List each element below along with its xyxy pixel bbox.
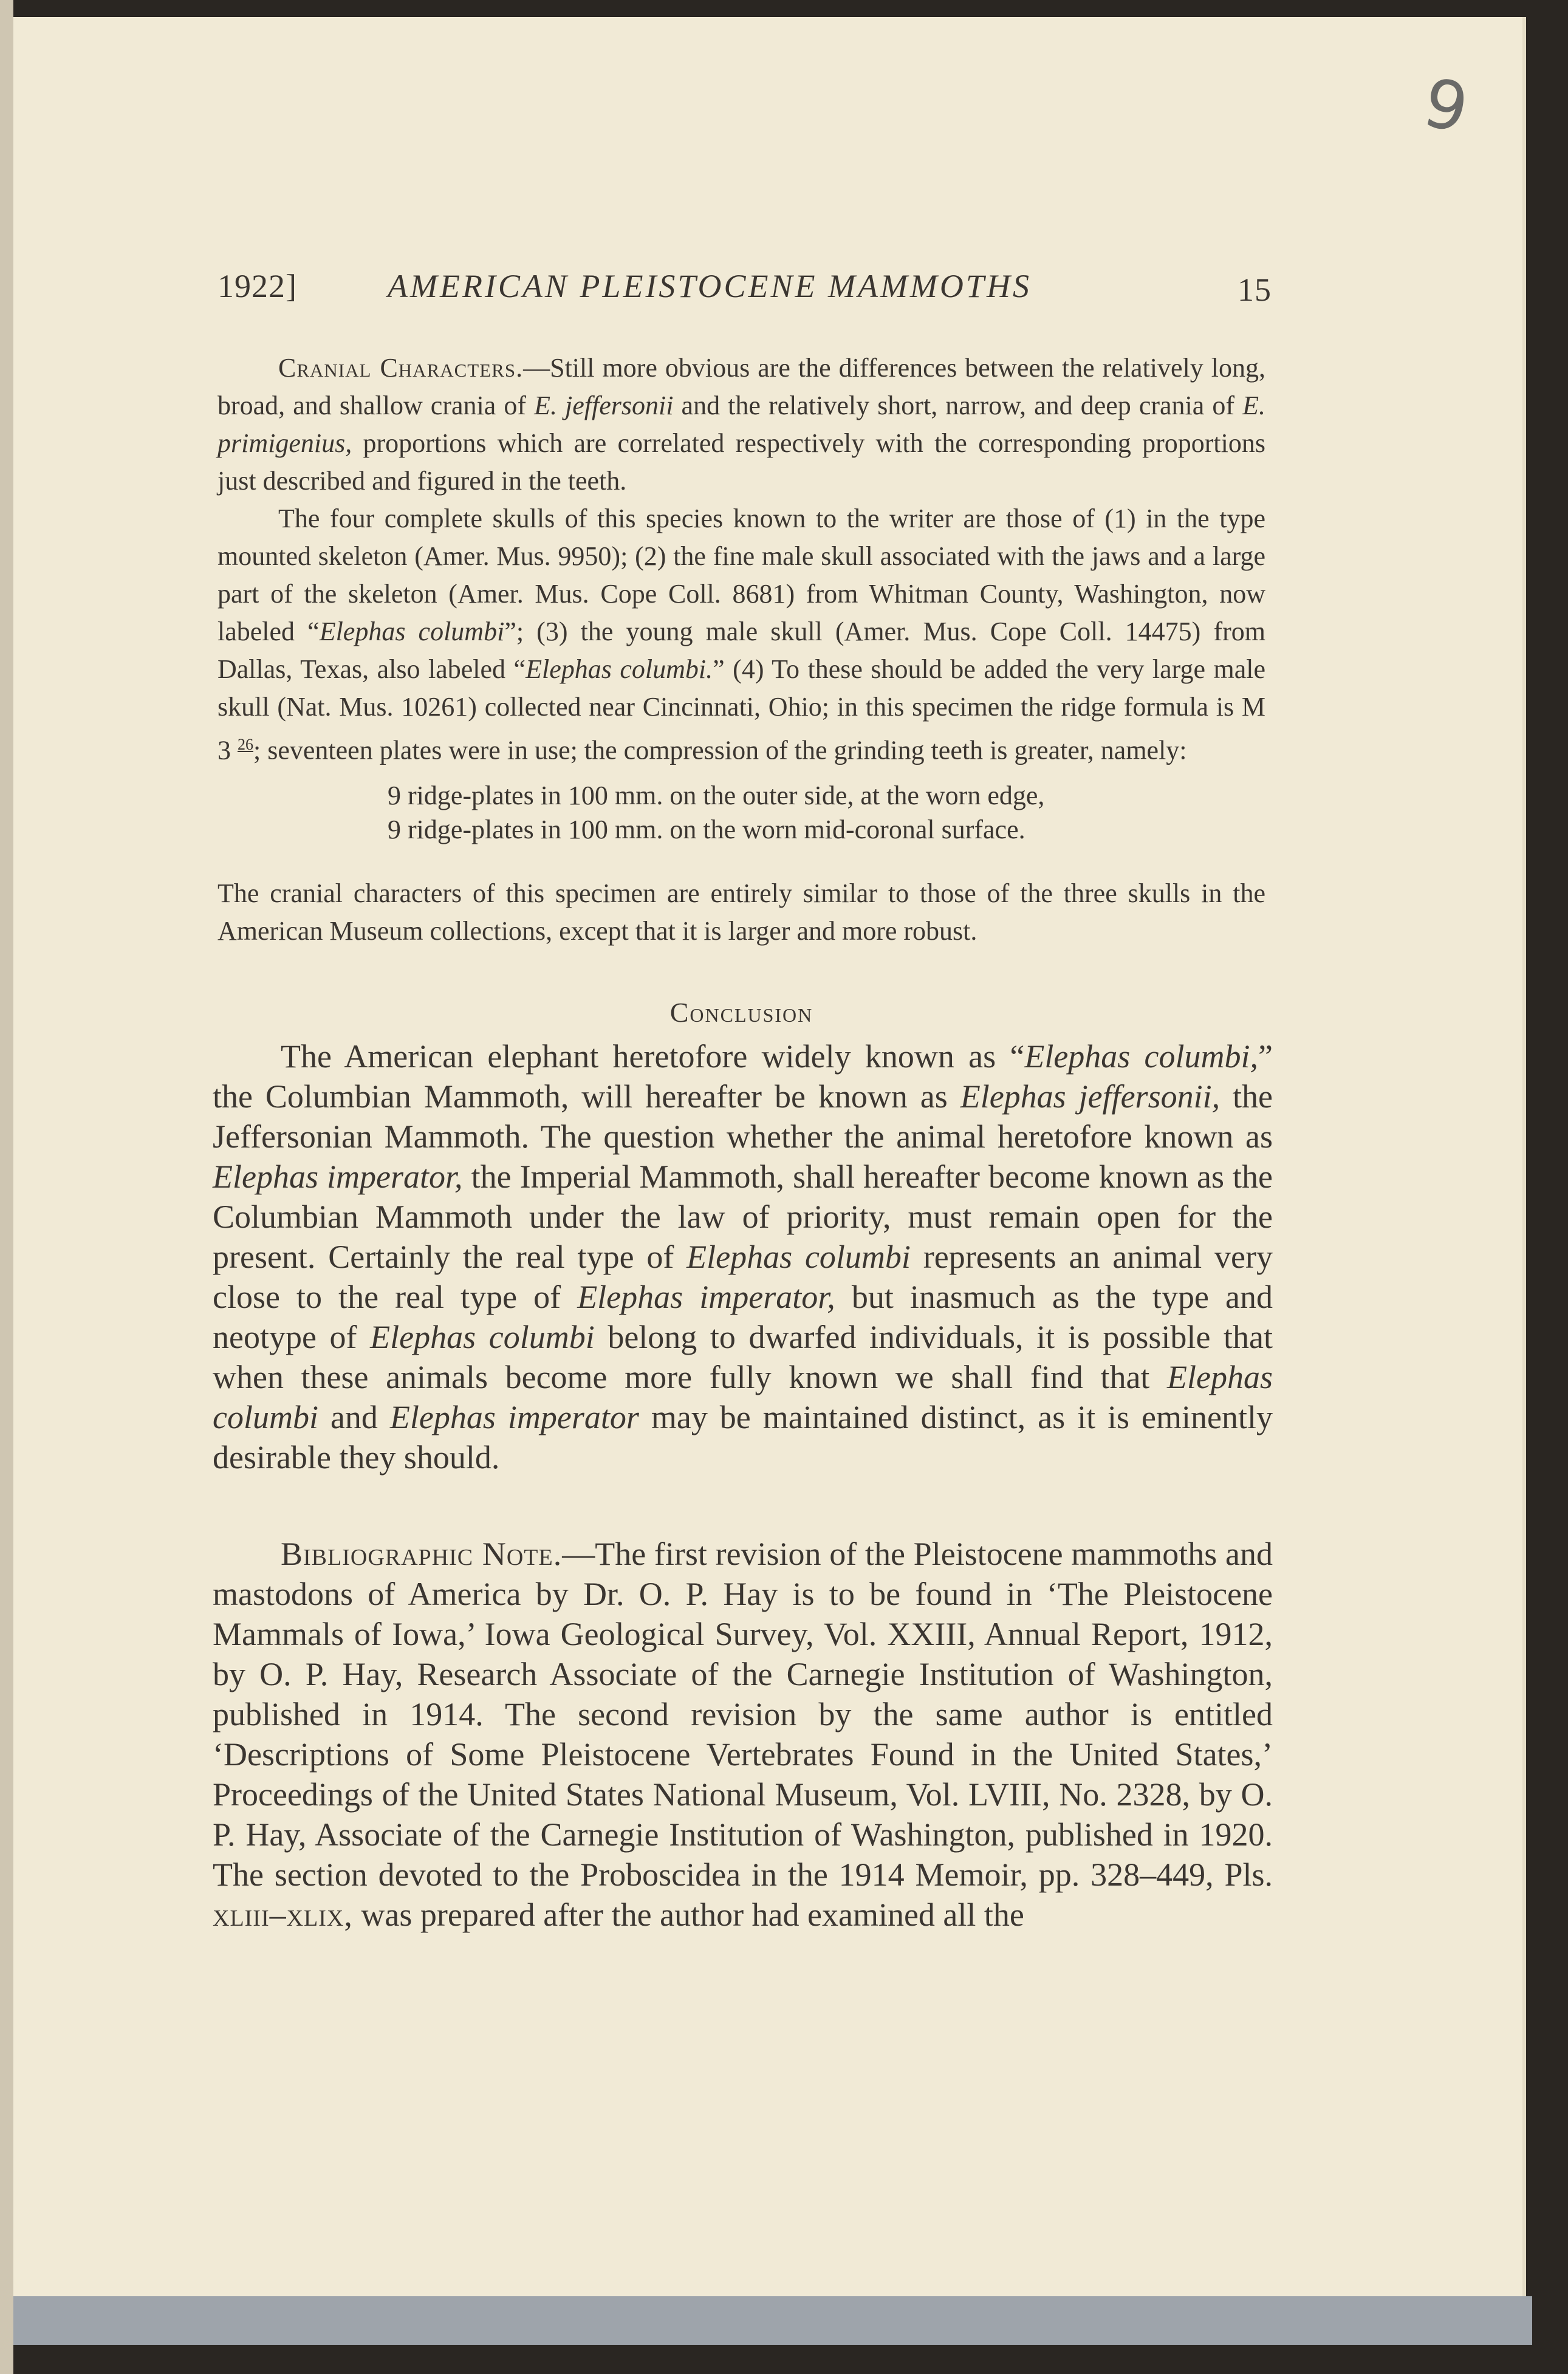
bibliographic-lead: Bibliographic Note. [281, 1536, 563, 1572]
list-item: 9 ridge-plates in 100 mm. on the worn mid-coronal surface. [388, 815, 1025, 844]
ridge-plate-list [388, 779, 1268, 847]
conclusion-section [213, 1036, 1273, 1477]
cranial-paragraph-1: Cranial Characters.—Still more obvious are the differences between the relatively long, broad, and shallow crania of E. jeffersonii and the relatively short, narrow, and deep crania of E. primigenius, proportions which are correlated respectively with the corresponding proportions just described and figured in the teeth. [217, 353, 1266, 496]
conclusion-paragraph: The American elephant heretofore widely known as “Elephas columbi,” the Columbian Mammoth, will hereafter be known as Elephas jeffersonii, the Jeffersonian Mammoth. The question whether the animal heretofore known as Elephas imperator, the Imperial Mammoth, shall hereafter become known as the Columbian Mammoth under the law of priority, must remain open for the present. Certainly the real type of Elephas columbi represents an animal very close to the real type of Elephas imperator, but inasmuch as the type and neotype of Elephas columbi belong to dwarfed individuals, it is possible that when these animals become more fully known we shall find that Elephas columbi and Elephas imperator may be maintained distinct, as it is eminently desirable they should. [213, 1038, 1273, 1476]
pencil-page-mark: 9 [1417, 63, 1475, 148]
cranial-paragraph-3: The cranial characters of this specimen are entirely similar to those of the three skulls in the American Museum collections, except that it is larger and more robust. [217, 878, 1265, 946]
page-number: 15 [1238, 272, 1272, 308]
page-left-edge [0, 0, 13, 2374]
header-title: AMERICAN PLEISTOCENE MAMMOTHS [388, 268, 1032, 304]
ridge-formula-fraction: 26 [238, 736, 253, 753]
cranial-paragraph-3-block [217, 875, 1265, 950]
running-head [217, 267, 1272, 316]
scan-bottom-strip [13, 2296, 1532, 2345]
list-item: 9 ridge-plates in 100 mm. on the outer side, at the worn edge, [388, 781, 1045, 810]
header-year: 1922] [217, 268, 297, 304]
plates-range: xliii–xlix, [213, 1897, 353, 1933]
bibliographic-note-section [213, 1534, 1273, 1935]
cranial-characters-section [217, 349, 1265, 770]
cranial-lead: Cranial Characters. [278, 353, 524, 383]
cranial-paragraph-2: The four complete skulls of this species known to the writer are those of (1) in the type mounted skeleton (Amer. Mus. 9950); (2) the fine male skull associated with the jaws and a large part of the skeleton (Amer. Mus. Cope Coll. 8681) from Whitman County, Washington, now labeled “Elephas columbi”; (3) the young male skull (Amer. Mus. Cope Coll. 14475) from Dallas, Texas, also labeled “Elephas columbi.” (4) To these should be added the very large male skull (Nat. Mus. 10261) collected near Cincinnati, Ohio; in this specimen the ridge formula is M 3 $^{26}$; seventeen plates were in use; the compression of the grinding teeth is greater, namely: [217, 504, 1265, 765]
section-heading-conclusion: Conclusion [669, 997, 813, 1028]
bibliographic-paragraph: Bibliographic Note.—The first revision of the Pleistocene mammoths and mastodons of America by Dr. O. P. Hay is to be found in ‘The Pleistocene Mammals of Iowa,’ Iowa Geological Survey, Vol. XXIII, Annual Report, 1912, by O. P. Hay, Research Associate of the Carnegie Institution of Washington, published in 1914. The second revision by the same author is entitled ‘Descriptions of Some Pleistocene Vertebrates Found in the United States,’ Proceedings of the United States National Museum, Vol. LVIII, No. 2328, by O. P. Hay, Associate of the Carnegie Institution of Washington, published in 1920. The section devoted to the Proboscidea in the 1914 Memoir, pp. 328–449, Pls. xliii–xlix, was prepared after the author had examined all the [213, 1536, 1273, 1933]
